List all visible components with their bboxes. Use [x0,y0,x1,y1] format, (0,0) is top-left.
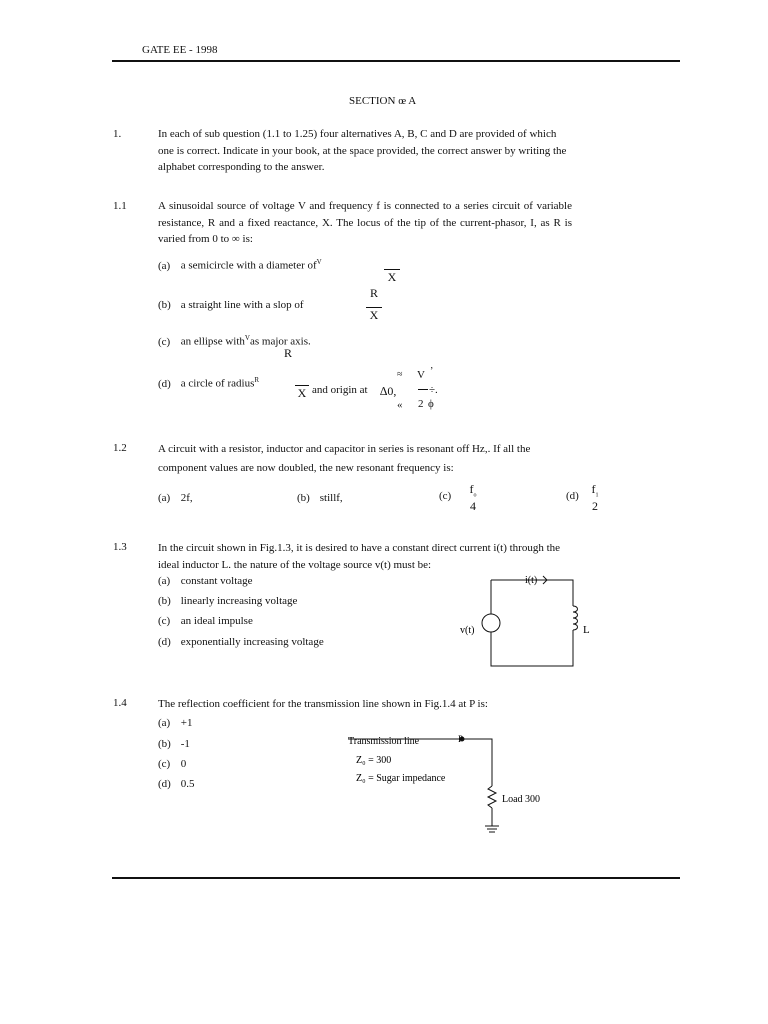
inductor-label: L [583,624,590,636]
page-header-title: GATE EE - 1998 [142,44,218,56]
circuit-figure-1-3 [455,570,595,670]
question-1-1-number: 1.1 [113,200,127,212]
question-1-3-option-a [158,575,253,587]
option-d-denominator: X [295,385,309,400]
question-1-4-number: 1.4 [113,697,127,709]
option-d-approx: ≈ [397,369,403,380]
option-d-phi: ϕ [428,398,434,410]
option-text: exponentially increasing voltage [180,636,324,648]
option-label: (d) [158,778,171,790]
option-label: (c) [158,335,171,348]
question-1-3-option-d [158,636,324,648]
question-1-2-option-a [158,492,193,504]
question-1-text: In each of sub question (1.1 to 1.25) four alternatives A, B, C and D are provided of which one is correct. Indicate in your book, at the space provided, the correct answer by writing the alphabet corresponding to the answer. [158,128,567,173]
question-1-4-option-c [158,758,186,770]
f-symbol: f [591,482,596,496]
question-1-1-option-a [158,258,322,272]
subscript: 1 [595,492,599,499]
option-text: 0 [180,758,187,770]
option-text: stillf, [319,492,343,504]
circuit-wire [491,580,573,666]
option-label: (c) [158,758,171,770]
option-text: an ideal impulse [180,615,253,627]
option-text: 0.5 [180,778,195,790]
question-1-4-option-b [158,738,190,750]
option-label: (b) [158,738,171,750]
header-rule [112,60,680,62]
option-text: 2f, [180,492,193,504]
section-title: SECTION œ A [349,95,417,107]
question-1-2-option-d [566,490,579,502]
question-1-4-option-d [158,778,195,790]
current-label: i(t) [525,575,538,586]
question-1-3-option-c [158,615,253,627]
option-text: -1 [180,738,190,750]
option-text: a semicircle with a diameter of [180,259,317,272]
option-c-denominator: R [283,346,292,360]
option-d-denominator: 2 [592,499,598,513]
question-1-2-text: A circuit with a resistor, inductor and capacitor in series is resonant off Hz,. If all the component values are now doubled, the new resonant frequency is: [158,443,531,474]
option-text: +1 [180,717,193,729]
question-1-1-option-b [158,299,304,311]
option-text: an ellipse with [180,335,245,348]
option-label: (d) [566,490,579,502]
option-text: constant voltage [180,575,253,587]
load-label: Load 300 [502,794,541,805]
transmission-line-label: Transmission line [348,736,420,747]
question-1-number: 1. [113,128,122,140]
option-d-quote: ’ [430,366,434,377]
option-d-mid-text: and origin at [312,384,368,396]
question-1-2-number: 1.2 [113,442,127,454]
question-1-2-option-b [297,492,343,504]
footer-rule [112,877,680,879]
question-1-3-text: In the circuit shown in Fig.1.3, it is desired to have a constant direct current i(t) through the ideal inductor L. the nature of the voltage source v(t) must be: [158,542,561,571]
question-1-2-option-c [439,490,451,502]
superscript-r: R [254,376,260,384]
resistor-symbol [488,786,496,808]
option-label: (a) [158,492,171,504]
option-b-denominator: X [366,307,382,322]
f-symbol: f [469,482,474,496]
question-1-3-option-b [158,595,297,607]
load-wire [462,739,492,786]
option-text: a straight line with a slop of [180,299,304,311]
option-d-fraction-bar [418,389,428,390]
option-label: (a) [158,259,171,272]
inductor-symbol [573,606,578,630]
superscript-v: V [244,334,250,342]
question-1-4-option-a [158,717,192,729]
option-label: (a) [158,717,171,729]
option-b-numerator: R [369,286,378,300]
characteristic-impedance-label: Z₀ = 300 [356,755,392,766]
option-d-origin: ∆0, [380,384,397,398]
option-label: (c) [439,490,452,502]
option-label: (b) [297,492,310,504]
option-c-denominator: 4 [470,499,476,513]
option-label: (b) [158,299,171,311]
voltage-source-symbol [482,614,500,632]
subscript: o [473,492,477,499]
option-text: a circle of radius [180,377,255,390]
option-text-after: as major axis. [249,335,311,348]
option-label: (b) [158,595,171,607]
option-label: (c) [158,615,171,627]
question-1-4-text: The reflection coefficient for the transmission line shown in Fig.1.4 at P is: [158,698,488,710]
option-label: (d) [158,636,171,648]
question-1-1-option-d [158,376,259,390]
option-a-denominator: X [384,269,400,284]
superscript-v: V [316,258,322,266]
option-d-laquo: « [397,399,403,411]
question-1-3-number: 1.3 [113,541,127,553]
transmission-line-figure-1-4 [340,728,560,843]
option-label: (d) [158,377,171,390]
option-label: (a) [158,575,171,587]
option-d-two: 2 [418,398,424,410]
source-impedance-label: Z₀ = Sugar impedance [356,773,446,784]
option-d-divide: ÷. [429,384,438,396]
point-p-label: P [458,734,464,744]
option-d-v: V [417,369,425,381]
voltage-source-label: v(t) [460,625,475,636]
question-1-1-text: A sinusoidal source of voltage V and frequency f is connected to a series circuit of variable resistance, R and a fixed reactance, X. The locus of the tip of the current-phasor, I, as R is varied from 0 to ∞ is: [158,200,572,245]
option-text: linearly increasing voltage [180,595,298,607]
